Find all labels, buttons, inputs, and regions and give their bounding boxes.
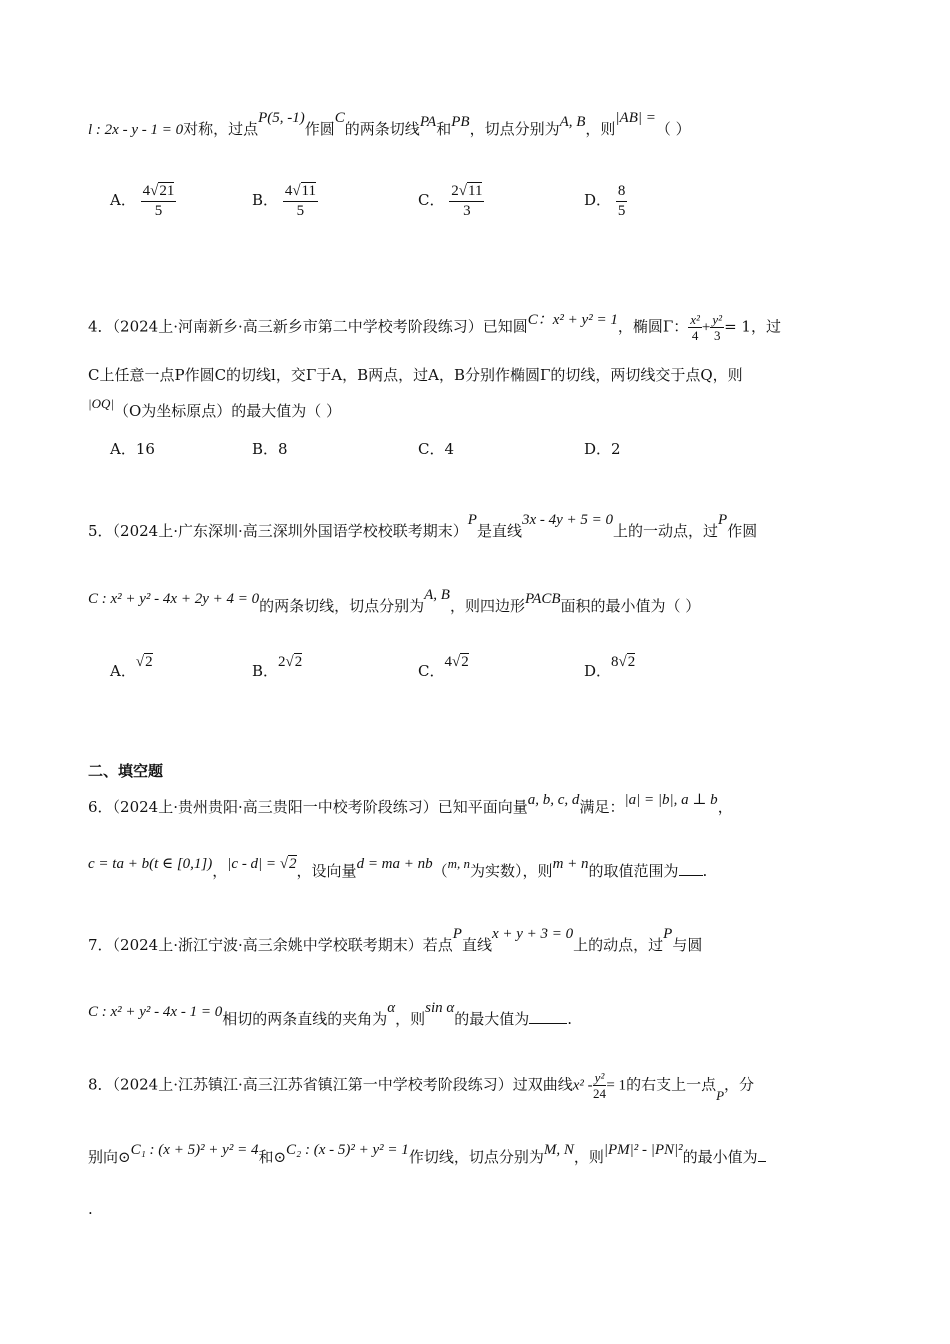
q4-line3 (88, 396, 342, 423)
q8-y-frac: $\frac{\text{y²}}{24}$ (593, 1070, 606, 1101)
q8-text5: ，则 (573, 1148, 604, 1166)
q5-line1 (88, 512, 758, 543)
q3-ab: A, B (559, 114, 586, 130)
q4-eq1: = 1，过 (724, 317, 781, 336)
q5-p: P (467, 512, 477, 528)
q6-number: 6． (88, 798, 113, 816)
option-label: D． (584, 191, 612, 209)
q4-option-d[interactable]: D．2 (584, 440, 621, 458)
option-label: B． (252, 191, 279, 209)
q6-mn: m, n (447, 856, 471, 871)
q6-line1 (88, 792, 733, 819)
option-fraction: $\frac{4√21}{5}$ (142, 183, 175, 219)
q7-text2: 上的动点，过 (573, 936, 664, 954)
q7-text3: 与圆 (672, 936, 703, 954)
q8-c2: C₂ : (x - 5)² + y² = 1 (286, 1142, 409, 1158)
q7-line-eq: x + y + 3 = 0 (491, 926, 574, 942)
q6-vecs: a, b, c, d (527, 792, 580, 808)
q5-option-a[interactable] (110, 650, 153, 680)
q7-line2 (88, 1000, 573, 1031)
q8-end: . (88, 1200, 93, 1218)
q3-text5: ，则 (585, 120, 616, 138)
q6-text4: 的取值范围为 (588, 862, 679, 880)
q7-line1 (88, 926, 703, 957)
q6-text1: 满足： (579, 798, 625, 816)
q6-answer-blank[interactable] (679, 875, 703, 876)
q5-text4: 的两条切线，切点分别为 (259, 597, 425, 615)
q7-text5: ，则 (395, 1010, 426, 1028)
q4-ellipse-y: $\frac{\text{y²}}{3}$ (712, 312, 723, 343)
q8-eq: = 1 (606, 1077, 627, 1094)
option-label: D． (584, 662, 612, 680)
q8-source: （2024上·江苏镇江·高三江苏省镇江第一中学校考阶段练习）过双曲线 (112, 1075, 573, 1094)
q4-line3-text: （O为坐标原点）的最大值为（ ） (113, 402, 342, 420)
q3-and: 和 (436, 120, 452, 138)
q8-text2: ，分 (724, 1075, 755, 1094)
q3-text4: ，切点分别为 (469, 120, 560, 138)
q7-p: P (452, 926, 462, 942)
q6-mpn: m + n (552, 856, 589, 872)
option-label: C． (418, 662, 445, 680)
q5-option-c[interactable] (418, 650, 469, 680)
q3-paren: （ ） (655, 120, 691, 138)
q3-option-a[interactable] (110, 182, 176, 220)
q3-pb: PB (451, 114, 470, 130)
q4-option-c[interactable]: C．4 (418, 440, 455, 458)
q4-line1 (88, 312, 781, 343)
q7-source: （2024上·浙江宁波·高三余姚中学校联考期末）若点 (112, 936, 453, 954)
q7-alpha: α (387, 1000, 396, 1016)
q8-number: 8． (88, 1075, 113, 1094)
q3-option-d[interactable] (584, 182, 627, 220)
q4-option-a[interactable]: A．16 (110, 440, 155, 458)
option-value: 8√2 (611, 654, 636, 670)
q8-line1 (88, 1070, 754, 1101)
q5-ab: A, B (424, 587, 450, 603)
q8-text6: 的最小值为 (682, 1148, 758, 1166)
q3-text3: 的两条切线 (344, 120, 420, 138)
q6-source: （2024上·贵州贵阳·高三贵阳一中校考阶段练习）已知平面向量 (112, 798, 528, 816)
q8-expr: |PM|² - |PN|² (603, 1142, 683, 1158)
q5-text1: 是直线 (476, 522, 522, 540)
option-label: C． (418, 191, 445, 209)
q6-comma2: ， (212, 862, 228, 880)
option-fraction: $\frac{8}{5}$ (617, 183, 626, 219)
q5-text3: 作圆 (727, 522, 758, 540)
option-value: 4√2 (444, 654, 469, 670)
section-heading-fill-in: 二、填空题 (88, 762, 164, 780)
q3-text1: 对称，过点 (183, 120, 259, 138)
q7-answer-blank[interactable] (529, 1023, 567, 1024)
q4-number: 4． (88, 317, 113, 336)
q6-paren-l: （ (432, 862, 448, 880)
q3-option-c[interactable] (418, 182, 484, 220)
q4-option-b[interactable]: B．8 (252, 440, 288, 458)
q5-number: 5． (88, 522, 113, 540)
q6-comma: ， (717, 798, 733, 816)
q6-cond: |a| = |b|, a ⊥ b (624, 792, 718, 808)
q5-circle: C : x² + y² - 4x + 2y + 4 = 0 (88, 591, 260, 607)
q7-text4: 相切的两条直线的夹角为 (222, 1010, 388, 1028)
q7-circle: C : x² + y² - 4x - 1 = 0 (88, 1004, 223, 1020)
q5-text5: ，则四边形 (449, 597, 525, 615)
option-fraction: $\frac{2√11}{3}$ (451, 183, 483, 219)
q6-cd: |c - d| = √2 (227, 856, 297, 872)
q8-c1: C₁ : (x + 5)² + y² = 4 (130, 1142, 259, 1158)
q3-line1 (88, 110, 691, 141)
q4-ellipse-x: $\frac{\text{x²}}{4}$ (690, 312, 700, 343)
q4-oq: |OQ| (88, 396, 114, 411)
q8-x2: x² - (572, 1077, 593, 1094)
q5-quad: PACB (524, 591, 561, 607)
q3-abs: |AB| = (615, 110, 656, 126)
q7-number: 7． (88, 936, 113, 954)
q5-text6: 面积的最小值为（ ） (560, 597, 701, 615)
q4-plus: + (701, 319, 711, 336)
q3-text2: 作圆 (304, 120, 335, 138)
q6-end: . (702, 862, 708, 880)
q6-d-eq: d = ma + nb (356, 856, 433, 872)
q5-p2: P (718, 512, 728, 528)
q8-and: 和⊙ (258, 1148, 287, 1166)
q7-text6: 的最大值为 (454, 1010, 530, 1028)
q3-line-eq: l : 2x - y - 1 = 0 (88, 122, 184, 138)
q7-text1: 直线 (461, 936, 492, 954)
q3-option-b[interactable] (252, 182, 318, 220)
q5-text2: 上的一动点，过 (613, 522, 719, 540)
option-value: √2 (135, 654, 153, 670)
q8-p: P (716, 1087, 725, 1103)
q3-point: P(5, -1) (258, 110, 305, 126)
q6-text3: 为实数），则 (470, 862, 553, 880)
option-value: 2√2 (278, 654, 303, 670)
q8-line2 (88, 1142, 766, 1169)
option-label: A． (110, 662, 136, 680)
q4-source: （2024上·河南新乡·高三新乡市第二中学校考阶段练习）已知圆 (112, 317, 528, 336)
q6-text2: ，设向量 (296, 862, 357, 880)
q5-line2 (88, 587, 701, 618)
q7-end: . (567, 1010, 573, 1028)
q4-circle: C：x² + y² = 1 (527, 311, 618, 328)
q7-p2: P (663, 926, 673, 942)
q8-text3: 别向⊙ (88, 1148, 131, 1166)
q3-pa: PA (419, 114, 437, 130)
q8-answer-blank[interactable] (758, 1161, 766, 1162)
q5-source: （2024上·广东深圳·高三深圳外国语学校校联考期末） (112, 522, 468, 540)
q5-option-b[interactable] (252, 650, 303, 680)
option-fraction: $\frac{4√11}{5}$ (284, 183, 316, 219)
q5-line-eq: 3x - 4y + 5 = 0 (521, 512, 614, 528)
q3-circle: C (334, 110, 345, 126)
option-label: A． (110, 191, 136, 209)
q4-line2: C上任意一点P作圆C的切线l，交Γ于A，B两点，过A，B分别作椭圆Γ的切线，两切线交于点Q，则 (88, 366, 743, 384)
q8-text4: 作切线，切点分别为 (408, 1148, 544, 1166)
option-label: B． (252, 662, 279, 680)
q6-c-eq: c = ta + b(t ∈ [0,1]) (88, 856, 213, 872)
q6-line2 (88, 856, 708, 883)
q7-sin: sin α (425, 1000, 455, 1016)
q8-text1: 的右支上一点 (626, 1075, 717, 1094)
q4-text1: ，椭圆Γ： (617, 317, 689, 336)
q5-option-d[interactable] (584, 650, 636, 680)
q8-mn: M, N (543, 1142, 574, 1158)
